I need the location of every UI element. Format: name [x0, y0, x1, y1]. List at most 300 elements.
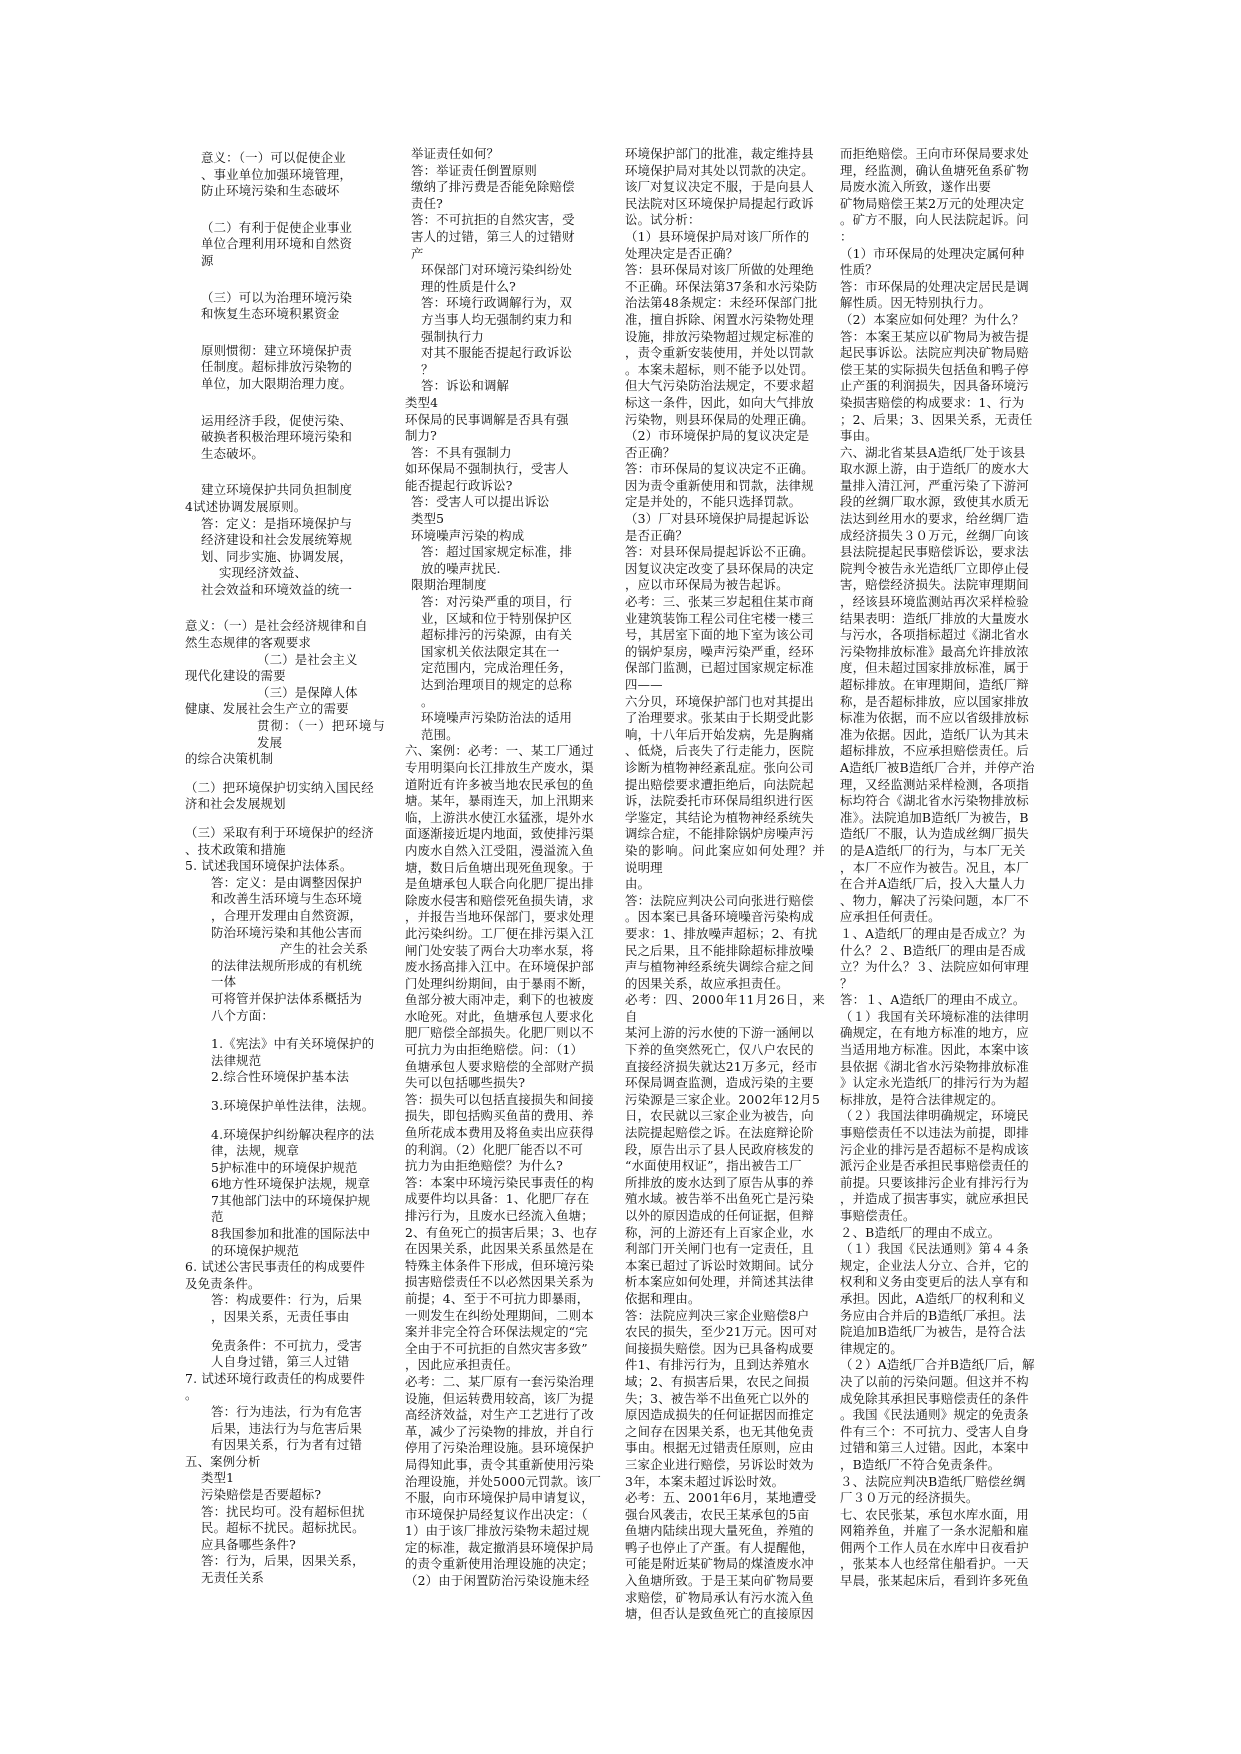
text-line: 响，十八年后开始发病，先是胸痛: [625, 726, 814, 742]
text-line: 前提；4、至于不可抗力即暴雨，: [405, 1290, 590, 1306]
text-line: 经济建设和社会发展统筹规: [201, 532, 353, 548]
text-line: 鱼塘内陆续出现大量死鱼，养殖的: [625, 1523, 814, 1539]
text-line: ，应以市环保局为被告起诉。: [625, 577, 789, 593]
text-line: 现代化建设的需要: [185, 668, 286, 684]
text-line: 8我国参加和批准的国际法中: [211, 1226, 371, 1242]
text-line: 答：举证责任倒置原则: [411, 162, 537, 178]
text-line: 6地方性环境保护法规，规章: [211, 1176, 371, 1192]
text-line: 设施，排放污染物超过规定标准的: [625, 328, 814, 344]
text-line: 而拒绝赔偿。王向市环保局要求处: [840, 146, 1029, 161]
text-line: 提出赔偿要求遭拒绝后，向法院起: [625, 776, 814, 792]
text-line: 是鱼塘承包人联合向化肥厂提出排: [405, 876, 594, 892]
text-line: 的法律法规所形成的有机统: [211, 957, 363, 973]
text-line: 类型5: [411, 511, 445, 527]
text-line: 环境噪声污染的构成: [411, 527, 525, 543]
text-line: 答：１、A造纸厂的理由不成立。: [840, 992, 1026, 1008]
text-line: 诊断为植物神经紊乱症。张向公司: [625, 759, 814, 775]
text-line: （三）可以为治理环境污染: [201, 289, 353, 305]
text-line: 答：法院应判决三家企业赔偿8户: [625, 1307, 810, 1323]
text-line: 济和社会发展规划: [185, 796, 286, 812]
text-line: 因为责令重新使用和罚款，法律规: [625, 477, 814, 493]
text-line: （２）A造纸厂合并B造纸厂后，解: [840, 1357, 1035, 1373]
text-line: 必考：二、某厂原有一套污染治理: [405, 1373, 594, 1389]
text-line: 标这一条件，因此，如向大气排放: [625, 394, 814, 410]
text-line: 了治理要求。张某由于长期受此影: [625, 710, 814, 726]
text-line: 日，农民就以三家企业为被告，向: [625, 1108, 814, 1124]
text-line: 破换者积极治理环境污染和: [201, 429, 353, 445]
text-line: “水面使用权证”，指出被告工厂: [625, 1158, 802, 1174]
text-line: 定的标准，裁定撤消县环境保护局: [405, 1539, 594, 1555]
text-line: 声与植物神经系统失调综合症之间: [625, 959, 814, 975]
text-line: 超标排放。在审理期间，造纸厂辩: [840, 677, 1029, 692]
text-line: 染损害赔偿的构成要求：1、行为: [840, 394, 1025, 410]
text-line: 在合并A造纸厂后，投入大量人力: [840, 876, 1026, 892]
text-line: ，经该县环境监测站再次采样检验: [840, 594, 1029, 610]
text-line: ，B造纸厂不符合免责条件。: [840, 1456, 1001, 1472]
text-line: （1）县环境保护局对该厂所作的: [625, 228, 810, 244]
text-line: 成经济损失３０万元，丝绸厂向该: [840, 527, 1029, 543]
text-line: 前提。只要该排污企业有排污行为: [840, 1174, 1029, 1190]
text-line: 理，又经监测站采样检测，各项指: [840, 776, 1029, 792]
text-line: 事赔偿责任。: [840, 1208, 916, 1223]
text-line: 污染源是三家企业。2002年12月5: [625, 1091, 821, 1107]
text-line: 答：定义：是指环境保护与: [201, 515, 353, 531]
text-line: 和改善生活环境与生态环境: [211, 891, 363, 907]
text-line: ，本厂不应作为被告。况且，本厂: [840, 859, 1029, 875]
text-line: 应具备哪些条件?: [201, 1536, 296, 1552]
text-line: 范围。: [421, 726, 459, 742]
text-line: 》认定永光造纸厂的排污行为为超: [840, 1075, 1029, 1091]
text-line: 和恢复生态环境积累资金: [201, 306, 340, 322]
text-line: 污染赔偿是否要超标?: [201, 1486, 322, 1502]
text-line: 准，擅自拆除、闲置水污染物处理: [625, 311, 814, 327]
text-line: 事赔偿责任不以违法为前提，即排: [840, 1125, 1029, 1141]
text-line: （二）是社会主义: [257, 651, 358, 667]
text-line: ，责令重新安装使用，并处以罚款: [625, 345, 814, 361]
text-line: 强制执行力: [421, 328, 484, 344]
text-line: 答：市环保局的复议决定不正确。: [625, 461, 814, 477]
text-line: 间接损失赔偿。因为已具备构成要: [625, 1340, 814, 1356]
text-line: 某河上游的污水使的下游一涵闸以: [625, 1025, 814, 1041]
text-line: 法律规范: [211, 1052, 262, 1068]
text-line: 有因果关系，行为者有过错: [211, 1437, 363, 1453]
text-line: 道附近有许多被当地农民承包的鱼: [405, 776, 594, 792]
text-line: 六、湖北省某县A造纸厂处于该县: [840, 444, 1026, 460]
text-line: 由。: [625, 876, 651, 892]
text-line: 。因本案已具备环境噪音污染构成: [625, 909, 814, 925]
text-line: 下养的鱼突然死亡，仅八户农民的: [625, 1042, 814, 1058]
text-line: 内废水自然入江受阻，漫溢流入鱼: [405, 842, 594, 858]
text-line: 件有三个：不可抗力、受害人自身: [840, 1423, 1029, 1439]
text-line: 鸭子也停止了产蛋。有人提醒他，: [625, 1539, 814, 1555]
text-line: 法达到丝用水的要求，给丝绸厂造: [840, 511, 1029, 527]
text-line: （二）有利于促使企业事业: [201, 219, 353, 235]
text-line: 高经济效益，对生产工艺进行了改: [405, 1407, 594, 1423]
text-line: 5. 试述我国环境保护法体系。: [185, 858, 353, 874]
text-column-3: [625, 146, 825, 1623]
text-line: 国家机关依法限定其在一: [421, 643, 560, 659]
text-line: 环保局调查监测，造成污染的主要: [625, 1075, 814, 1091]
text-line: 治法第48条规定：未经环保部门批: [625, 295, 818, 311]
text-line: 环境噪声污染防治法的适用: [421, 710, 573, 726]
text-line: 可将管并保护法体系概括为: [211, 990, 363, 1006]
text-line: 答：受害人可以提出诉讼: [411, 494, 550, 510]
text-line: 不服，向市环境保护局申请复议，: [405, 1490, 594, 1506]
text-column-4: [840, 146, 1045, 1590]
text-line: ？: [840, 975, 853, 991]
text-line: 在因果关系，此因果关系虽然是在: [405, 1241, 594, 1257]
text-line: （二）把环境保护切实纳入国民经: [185, 779, 374, 795]
text-line: 保部门监测，已超过国家规定标准: [625, 660, 814, 676]
text-line: 责任?: [411, 195, 444, 211]
text-line: 污染物排放标准》最高允许排放浓: [840, 643, 1029, 659]
text-line: 举证责任如何？: [411, 146, 500, 161]
text-line: （2）由于闲置防治污染设施未经: [405, 1573, 590, 1589]
text-line: 对其不服能否提起行政诉讼: [421, 345, 573, 361]
text-line: 1.《宪法》中有关环境保护的: [211, 1036, 375, 1052]
text-line: 度，但未超过国家排放标准，属于: [840, 660, 1029, 676]
text-line: 及免责条件。: [185, 1275, 261, 1291]
text-line: 造纸厂不服，认为造成丝绸厂损失: [840, 826, 1029, 842]
text-line: 取水源上游，由于造纸厂的废水大: [840, 461, 1029, 477]
text-line: 量排入清江河，严重污染了下游河: [840, 477, 1029, 493]
text-line: ，因此应承担责任。: [405, 1357, 519, 1373]
text-line: 7. 试述环境行政责任的构成要件: [185, 1370, 366, 1386]
text-line: 定范围内，完成治理任务，: [421, 660, 573, 676]
text-line: 防止环境污染和生态破坏: [201, 183, 340, 199]
text-line: 4.环境保护纠纷解决程序的法: [211, 1126, 375, 1142]
text-line: 面逐渐接近堤内地面，致使排污渠: [405, 826, 594, 842]
text-line: 后果，违法行为与危害后果: [211, 1420, 363, 1436]
text-line: 必考：五、2001年6月，某地遭受: [625, 1490, 817, 1506]
text-line: 的责令重新使用治理设施的决定；: [405, 1556, 594, 1572]
text-line: 答：超过国家规定标准，排: [421, 544, 573, 560]
text-line: 抗力为由拒绝赔偿？为什么?: [405, 1158, 563, 1174]
text-column-1: [185, 150, 385, 1587]
text-line: 可抗力为由拒绝赔偿。问：（1）: [405, 1042, 584, 1058]
text-line: 答：行为，后果，因果关系，: [201, 1553, 365, 1569]
text-line: 污企业的排污是否超标不是构成该: [840, 1141, 1029, 1157]
text-line: 6. 试述公害民事责任的构成要件: [185, 1259, 366, 1275]
text-line: ，因果关系，无责任事由: [211, 1309, 350, 1325]
text-line: 、技术政策和措施: [185, 841, 286, 857]
text-line: 不正确。环保法第37条和水污染防: [625, 278, 818, 294]
text-line: 确规定，在有地方标准的地方，应: [840, 1025, 1029, 1041]
text-line: 求赔偿，矿物局承认有污水流入鱼: [625, 1589, 814, 1605]
text-line: 一体: [211, 974, 237, 990]
text-line: 段，原告出示了县人民政府核发的: [625, 1141, 814, 1157]
text-line: 答：行为违法，行为有危害: [211, 1404, 363, 1419]
text-line: 件1、有排污行为，且到达养殖水: [625, 1357, 810, 1373]
text-line: 讼。试分析：: [625, 212, 701, 228]
text-line: ，合理开发理由自然资源，: [211, 907, 363, 923]
text-line: 。本案未超标，则不能予以处罚。: [625, 361, 814, 377]
text-line: 答：不具有强制力: [411, 444, 512, 460]
text-line: 运用经济手段，促使污染、: [201, 412, 353, 428]
text-line: 规定，企业法人分立、合并，它的: [840, 1257, 1029, 1273]
text-line: 生态破坏。: [201, 445, 264, 461]
text-line: 、事业单位加强环境管理，: [201, 166, 353, 182]
text-line: 结果表明：造纸厂排放的大量废水: [840, 610, 1029, 626]
text-line: 答：对县环保局提起诉讼不正确。: [625, 544, 814, 560]
text-line: 段的丝绸厂取水源，致使其水质无: [840, 494, 1029, 510]
text-line: 范: [211, 1209, 224, 1225]
text-line: 入鱼塘所致。于是王某向矿物局要: [625, 1573, 814, 1589]
text-column-2: [405, 146, 605, 1590]
text-line: 过错和第三人过错。因此，本案中: [840, 1440, 1029, 1456]
text-line: 失可以包括哪些损失?: [405, 1075, 526, 1091]
text-line: 起民事诉讼。法院应判决矿物局赔: [840, 345, 1029, 361]
text-line: 人自身过错，第三人过错: [211, 1354, 350, 1370]
text-line: 六分贝，环境保护部门也对其提出: [625, 693, 814, 709]
text-line: 什么？２、B造纸厂的理由是否成: [840, 942, 1026, 958]
text-line: 称，是否超标排放，应以国家排放: [840, 693, 1029, 709]
text-line: ３、法院应判决B造纸厂赔偿丝绸: [840, 1473, 1026, 1489]
text-line: 七、农民张某，承包水库水面，用: [840, 1506, 1029, 1522]
text-line: 产生的社会关系: [280, 941, 369, 957]
text-line: 标均符合《湖北省水污染物排放标: [840, 793, 1029, 809]
text-line: 答：损失可以包括直接损失和间接: [405, 1091, 594, 1107]
text-line: 是否正确？: [625, 527, 688, 543]
text-line: 答：市环保局的处理决定居民是调: [840, 278, 1029, 294]
text-line: 建立环境保护共同负担制度: [201, 482, 353, 498]
text-line: 成免除其承担民事赔偿责任的条件: [840, 1390, 1029, 1406]
text-line: 2、有鱼死亡的损害后果；3、也存: [405, 1224, 598, 1240]
text-line: （２）我国法律明确规定，环境民: [840, 1108, 1029, 1124]
text-line: 县法院提起民事赔偿诉讼，要求法: [840, 544, 1029, 560]
text-line: 调综合症，不能排除锅炉房噪声污: [625, 826, 814, 842]
text-line: 析本案应如何处理，并简述其法律: [625, 1274, 814, 1290]
text-line: ：: [840, 228, 853, 244]
text-line: 闸门处安装了两台大功率水泵，将: [405, 942, 594, 958]
text-line: 一则发生在纠纷处理期间，二则本: [405, 1307, 594, 1323]
text-line: 止产蛋的利润损失，因具备环境污: [840, 378, 1029, 394]
text-line: 事由。: [840, 428, 878, 444]
text-line: 源: [201, 252, 214, 268]
text-line: 原因造成损失的任何证据因而推定: [625, 1407, 814, 1423]
text-line: 性质？: [840, 262, 878, 278]
text-line: 健康、发展社会生产立的需要: [185, 701, 349, 717]
text-line: 答：构成要件：行为，后果: [211, 1292, 363, 1308]
text-line: 治理设施，并处5000元罚款。该厂: [405, 1473, 602, 1489]
text-line: 三家企业进行赔偿，另诉讼时效为: [625, 1456, 814, 1472]
text-line: 5护标准中的环境保护规范: [211, 1159, 358, 1175]
text-line: 限期治理制度: [411, 577, 487, 593]
text-line: 当适用地方标准。因此，本案中该: [840, 1042, 1029, 1058]
text-line: 业建筑装饰工程公司住宅楼一楼三: [625, 610, 814, 626]
text-line: 3年，本案未超过诉讼时效。: [625, 1473, 785, 1489]
text-line: （１）我国《民法通则》第４４条: [840, 1241, 1029, 1257]
text-line: 偿王某的实际损失包括鱼和鸭子停: [840, 361, 1029, 377]
text-line: 域；2、有损害后果，农民之间损: [625, 1373, 810, 1389]
text-line: 号，其居室下面的地下室为该公司: [625, 627, 814, 643]
text-line: 免责条件：不可抗力，受害: [211, 1337, 363, 1353]
text-line: 环境保护局对其处以罚款的决定。: [625, 162, 814, 178]
text-line: 答：法院应判决公司向张进行赔偿: [625, 892, 814, 908]
text-line: 以外的原因造成的任何证据，但辩: [625, 1208, 814, 1223]
text-line: 的环境保护规范: [211, 1242, 300, 1258]
text-line: 专用明渠向长江排放生产废水，渠: [405, 759, 594, 775]
text-line: A造纸厂被B造纸厂合并，并停产治: [840, 759, 1035, 775]
text-line: 3.环境保护单性法律，法规。: [211, 1097, 375, 1113]
text-line: ；2、后果；3、因果关系，无责任: [840, 411, 1033, 427]
text-line: 农民的损失，至少21万元。因可对: [625, 1324, 818, 1340]
text-line: 鱼部分被大雨冲走，剩下的也被废: [405, 992, 594, 1008]
text-line: 决了以前的污染问题。但这并不构: [840, 1373, 1029, 1389]
text-line: 。: [421, 693, 434, 709]
text-line: 律规定的。: [840, 1340, 903, 1356]
text-line: 的因果关系，故应承担责任。: [625, 975, 789, 991]
text-line: 意义：（一）可以促使企业: [201, 150, 346, 165]
text-line: 局废水流入所致，遂作出要: [840, 179, 992, 195]
text-line: 该厂对复议决定不服，于是向县人: [625, 179, 814, 195]
text-line: 除废水侵害和赔偿死鱼损失请，求: [405, 892, 594, 908]
text-line: 污染物，则县环保局的处理正确。: [625, 411, 814, 427]
text-line: 答：对污染严重的项目，行: [421, 594, 573, 610]
text-line: 环保部门对环境污染纠纷处: [421, 262, 573, 278]
text-line: 产: [411, 245, 424, 261]
text-line: 划、同步实施、协调发展，: [201, 548, 353, 564]
text-line: （1）市环保局的处理决定属何种: [840, 245, 1025, 261]
text-line: １、A造纸厂的理由是否成立？为: [840, 925, 1026, 941]
text-line: （3）厂对县环境保护局提起诉讼: [625, 511, 810, 527]
text-line: 六、案例：必考：一、某工厂通过: [405, 743, 594, 759]
text-line: 门处理纠纷期间，由于暴雨不断，: [405, 975, 594, 991]
text-line: 标排放，是符合法律规定的。: [840, 1091, 1004, 1107]
text-line: 八个方面：: [211, 1007, 274, 1023]
text-line: 然生态规律的客观要求: [185, 635, 311, 651]
text-line: 单位合理利用环境和自然资: [201, 236, 353, 252]
text-line: 答：扰民均可。没有超标但扰: [201, 1503, 365, 1519]
text-line: 任制度。超标排放污染物的: [201, 359, 353, 375]
text-line: 但大气污染防治法规定，不要求超: [625, 378, 814, 394]
text-line: 本案已超过了诉讼时效期间。试分: [625, 1257, 814, 1273]
text-line: 直接经济损失就达21万多元，经市: [625, 1058, 818, 1074]
text-line: ，并报告当地环保部门，要求处理: [405, 909, 594, 925]
text-line: 业，区域和位于特别保护区: [421, 610, 573, 626]
text-line: 此污染纠纷。工厂便在排污渠入江: [405, 925, 594, 941]
text-line: 类型1: [201, 1470, 235, 1486]
text-line: 答：环境行政调解行为，双: [421, 295, 573, 311]
text-line: 肥厂赔偿全部损失。化肥厂则以不: [405, 1025, 594, 1041]
text-line: 民。超标不扰民。超标扰民。: [201, 1520, 365, 1536]
text-line: 。矿方不服，向人民法院起诉。问: [840, 212, 1029, 228]
text-line: 超标排放，不应承担赔偿责任。后: [840, 743, 1029, 759]
text-line: 答：诉讼和调解: [421, 378, 510, 394]
text-line: 排污行为，且废水已经流入鱼塘；: [405, 1208, 594, 1223]
text-line: ，张某本人也经常住船看护。一天: [840, 1556, 1029, 1572]
text-line: （2）本案应如何处理？为什么？: [840, 311, 1025, 327]
text-line: 必考：四、2000年11月26日，来自: [625, 992, 825, 1024]
text-line: 防治环境污染和其他公害而: [211, 924, 363, 940]
text-line: 强台风袭击，农民王某承包的5亩: [625, 1506, 810, 1522]
text-line: 与污水，各项指标超过《湖北省水: [840, 627, 1029, 643]
text-line: 准》。法院追加B造纸厂为被告，B: [840, 809, 1029, 825]
text-line: 标准为依据，而不应以省级排放标: [840, 710, 1029, 726]
text-line: 无责任关系: [201, 1569, 264, 1585]
text-line: 、物力，解决了污染问题，本厂不: [840, 892, 1029, 908]
text-line: 2.综合性环境保护基本法: [211, 1069, 350, 1085]
text-line: 可能是附近某矿物局的煤渣废水冲: [625, 1556, 814, 1572]
text-line: 塘。某年，暴雨连天，加上汛期来: [405, 793, 594, 809]
text-line: 应承担任何责任。: [840, 909, 941, 925]
text-line: 环境保护部门的批准，裁定维持县: [625, 146, 814, 161]
text-line: 7其他部门法中的环境保护规: [211, 1192, 371, 1208]
text-line: 依据和理由。: [625, 1290, 701, 1306]
text-line: 、低烧，后丧失了行走能力，医院: [625, 743, 814, 759]
text-line: 否正确？: [625, 444, 676, 460]
text-line: 诉，法院委托市环保局组织进行医: [625, 793, 814, 809]
text-line: （１）我国有关环境标准的法律明: [840, 1008, 1029, 1024]
text-line: 损害赔偿责任不以必然因果关系为: [405, 1274, 594, 1290]
text-line: 鱼所花成本费用及将鱼卖出应获得: [405, 1125, 594, 1141]
text-line: 4试述协调发展原则。: [185, 498, 307, 514]
text-line: 全由于不可抗拒的自然灾害多致”: [405, 1340, 588, 1356]
text-line: 学鉴定，其结论为植物神经系统失: [625, 809, 814, 825]
text-line: 务应由合并后的B造纸厂承担。法: [840, 1307, 1026, 1323]
text-line: 单位，加大限期治理力度。: [201, 375, 353, 391]
text-line: 律，法规，规章: [211, 1143, 300, 1159]
text-line: 临，上游洪水使江水猛涨，堤外水: [405, 809, 594, 825]
text-line: 院追加B造纸厂为被告，是符合法: [840, 1324, 1026, 1340]
text-line: 停用了污染治理设施。县环境保护: [405, 1440, 594, 1456]
text-line: 的锅炉泵房，噪声污染严重，经环: [625, 643, 814, 659]
text-line: 鱼塘承包人要求赔偿的全部财产损: [405, 1058, 594, 1074]
text-line: 案并非完全符合环保法规定的“完: [405, 1324, 588, 1340]
text-line: 准为依据。因此，造纸厂认为其未: [840, 726, 1029, 742]
text-line: 县依据《湖北省水污染物排放标准: [840, 1058, 1029, 1074]
text-line: 塘，但否认是致鱼死亡的直接原因: [625, 1606, 814, 1622]
text-line: 市环境保护局经复议作出决定：（: [405, 1506, 588, 1522]
text-line: 的利润。（2）化肥厂能否以不可: [405, 1141, 584, 1157]
text-line: 理的性质是什么?: [421, 278, 516, 294]
text-line: 达到治理项目的规定的总称: [421, 677, 573, 692]
text-line: 特殊主体条件下形成，但环境污染: [405, 1257, 594, 1273]
text-line: 理，经监测，确认鱼塘死鱼系矿物: [840, 162, 1029, 178]
text-line: 矿物局赔偿王某2万元的处理决定: [840, 195, 1025, 211]
text-line: 放的噪声扰民.: [421, 560, 501, 576]
text-line: 因复议决定改变了县环保局的决定: [625, 560, 814, 576]
text-line: ，并造成了损害事实，就应承担民: [840, 1191, 1029, 1207]
text-line: 所排放的废水达到了原告从事的养: [625, 1174, 814, 1190]
text-line: 早晨，张某起床后，看到许多死鱼: [840, 1573, 1029, 1589]
text-line: 利部门开关闸门也有一定责任，且: [625, 1241, 814, 1257]
text-line: 损失，即包括购买鱼苗的费用、养: [405, 1108, 594, 1124]
text-line: 解性质。因无特别执行力。: [840, 295, 992, 311]
text-line: 佣两个工作人员在水库中日夜看护: [840, 1539, 1029, 1555]
text-line: 定是并处的，不能只选择罚款。: [625, 494, 802, 510]
text-line: 类型4: [405, 394, 439, 410]
text-line: 设施，但运转费用较高，该厂为提: [405, 1390, 594, 1406]
text-line: 局得知此事，责令其重新使用污染: [405, 1456, 594, 1472]
text-line: ？: [421, 361, 434, 377]
text-line: 塘，数日后鱼塘出现死鱼现象。于: [405, 859, 594, 875]
text-line: 制力?: [405, 428, 438, 444]
text-line: 害人的过错，第三人的过错财: [411, 228, 575, 244]
text-line: 1）由于该厂排放污染物未超过规: [405, 1523, 590, 1539]
text-line: 染的影响。问此案应如何处理？并说明理: [625, 842, 825, 875]
text-line: 革，减少了污染物的排放，并自行: [405, 1423, 594, 1439]
text-line: 院判令被告永光造纸厂立即停止侵: [840, 560, 1029, 576]
text-line: 五、案例分析: [185, 1453, 261, 1469]
text-line: 的是A造纸厂的行为，与本厂无关: [840, 842, 1026, 858]
text-line: 称，河的上游还有上百家企业，水: [625, 1224, 814, 1240]
text-line: 民法院对区环境保护局提起行政诉: [625, 195, 814, 211]
text-line: 超标排污的污染源，由有关: [421, 627, 573, 643]
text-line: 处理决定是否正确？: [625, 245, 739, 261]
text-line: 社会效益和环境效益的统一: [201, 581, 353, 597]
text-line: 答：本案王某应以矿物局为被告提: [840, 328, 1029, 344]
